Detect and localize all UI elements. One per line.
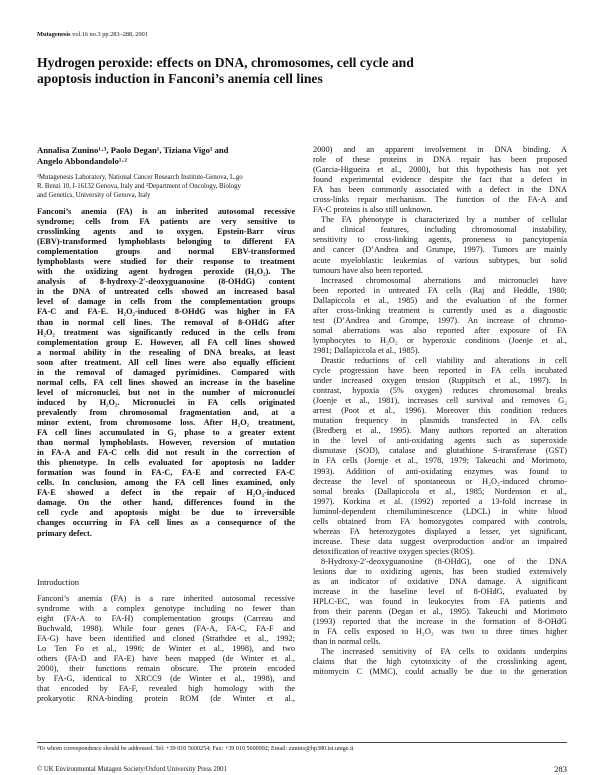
text-line: in FA cells exposed to H₂O₂ was two to three times higher <box>313 627 567 637</box>
text-line: normal cells, FA cell lines showed an increase in the baseline <box>37 377 295 387</box>
text-line: minor extent, from chromosome loss. After H₂O₂ treatment, <box>37 417 295 427</box>
text-line: cell cycle and apoptosis might be due to irreversible <box>37 508 295 518</box>
text-line: 2000), their functions remain obscure. The protein encoded <box>37 663 295 673</box>
text-line: lymphocytes to H₂O₂ or hyperoxic conditions (Joenje et al., <box>313 335 567 345</box>
text-line: HPLC-EC, was found in leukocytes from FA patients and <box>313 597 567 607</box>
text-line: somal breaks (Dallapiccola et al., 1985; Nordenson et al., <box>313 486 567 496</box>
text-line: in FA-A and FA-C cells did not result in the correction of <box>37 448 295 458</box>
body-paragraph <box>313 557 567 647</box>
text-line: sensitivity to cross-linking agents, proneness to pancytopenia <box>313 235 567 245</box>
journal-header <box>37 31 148 38</box>
text-line: damage. On the other hand, differences found in the <box>37 498 295 508</box>
text-line: in the DNA of untreated cells showed an increased basal <box>37 287 295 297</box>
text-line: level of damage in cells from the complementation groups <box>37 297 295 307</box>
text-line: decrease the level of spontaneous or H₂O₂-induced chromo- <box>313 476 567 486</box>
text-line: in the removal of damaged pyrimidines. Compared with <box>37 367 295 377</box>
text-line: FA-C proteins is also still unknown. <box>313 205 433 215</box>
text-line: The increased sensitivity of FA cells to oxidants underpins <box>321 647 567 657</box>
text-line: 1997). Korkina et al. (1992) reported a 13-fold increase in <box>313 496 567 506</box>
text-line: Lo Ten Fo et al., 1996; de Winter et al., 1998), and two <box>37 643 295 653</box>
text-line: whereas FA heterozygotes displayed a lesser, yet significant, <box>313 526 567 536</box>
text-line: cells. In conclusion, among the FA cell lines examined, only <box>37 478 295 488</box>
text-line: with the oxidizing agent hydrogen peroxide (H₂O₂). The <box>37 267 295 277</box>
title-line: Hydrogen peroxide: effects on DNA, chromosomes, cell cycle and <box>37 55 414 70</box>
text-line: from their parents (Degan et al., 1995). Takeuchi and Morimoto <box>313 607 567 617</box>
text-line: this phenotype. In cells evaluated for apoptosis no ladder <box>37 458 295 468</box>
text-line: cross-links repair mechanism. The function of the FA-A and <box>313 195 567 205</box>
text-line: crosslinking agents and to oxygen. Epstein-Barr virus <box>37 227 295 237</box>
text-line: somal aberrations was also reported after exposure of FA <box>313 325 567 335</box>
abstract <box>37 207 295 539</box>
affiliation-line: and Genetics, University of Genova, Italy <box>37 192 151 199</box>
authors-line: Annalisa Zunino¹·³, Paolo Degan¹, Tiziana Vigo¹ and <box>37 145 229 155</box>
text-line: after cross-linking treatment is currently used as a diagnostic <box>313 305 567 315</box>
affiliation-line: R. Benzi 10, I-16132 Genova, Italy and ²Department of Oncology, Biology <box>37 183 241 190</box>
text-line: acute myeloblastic leukemias of various subtypes, but solid <box>313 255 567 265</box>
text-line: induced by H₂O₂. Micronuclei in FA cells originated <box>37 397 295 407</box>
text-line: dismutase (SOD), catalase and glutathione S-transferase (GST) <box>313 446 567 456</box>
text-line: (EBV)-transformed lymphoblasts belonging to different FA <box>37 237 295 247</box>
text-line: role of these proteins in DNA repair has been proposed <box>313 155 567 165</box>
introduction-paragraph <box>37 594 295 705</box>
text-line: FA has been commonly associated with a defect in the DNA <box>313 185 567 195</box>
text-line: detoxification of reactive oxygen species (ROS). <box>313 546 475 556</box>
affiliations <box>37 173 295 200</box>
text-line: Dallapiccola et al., 1985) and the evaluation of the former <box>313 295 567 305</box>
text-line: syndrome; cells from FA patients are very sensitive to <box>37 217 295 227</box>
text-line: mitomycin C (MMC), could actually be due to the generation <box>313 667 567 677</box>
authors <box>37 145 295 167</box>
text-line: increase in the baseline level of 8-OHdG, evaluated by <box>313 587 567 597</box>
text-line: than normal lymphoblasts. However, reversion of mutation <box>37 438 295 448</box>
body-paragraph <box>313 145 567 215</box>
text-line: complementation groups and normal EBV-transformed <box>37 247 295 257</box>
text-line: cycle progression have been reported in FA cells incubated <box>313 366 567 376</box>
text-line: contrast, hypoxia (5% oxygen) reduces chromosomal breaks <box>313 386 567 396</box>
journal-reference: vol.16 no.3 pp.283–288, 2001 <box>70 31 148 38</box>
text-line: FA-E showed a defect in the repair of H₂O₂-induced <box>37 488 295 498</box>
text-line: in the level of anti-oxidating agents such as superoxide <box>313 436 567 446</box>
article-title <box>37 55 557 87</box>
text-line: under increased oxygen tension (Ruppitsch et al., 1997). In <box>313 376 567 386</box>
text-line: tumours have also been reported. <box>313 265 423 275</box>
text-line: lymphoblasts were studied for their response to treatment <box>37 257 295 267</box>
text-line: FA-G) have been identified and cloned (Strathdee et al., 1992; <box>37 633 295 643</box>
text-line: and clinical features, including chromosomal instability, <box>313 225 567 235</box>
text-line: analysis of 8-hydroxy-2′-deoxyguanosine (8-OHdG) content <box>37 277 295 287</box>
text-line: formation was found in FA-C, FA-E and corrected FA-C <box>37 468 295 478</box>
text-line: in FA cells (Joenje et al., 1978, 1979; Takeuchi and Morimoto, <box>313 456 567 466</box>
text-line: lesions due to oxidizing agents, has been studied extensively <box>313 566 567 576</box>
text-line: test (D’Andrea and Grompe, 1997). An increase of chromo- <box>313 315 567 325</box>
text-line: by FA-G, identical to XRCC9 (de Winter et al., 1998), and <box>37 673 295 683</box>
text-line: The FA phenotype is characterized by a number of cellular <box>321 215 567 225</box>
text-line: FA-C and FA-E. H₂O₂-induced 8-OHdG was higher in FA <box>37 307 295 317</box>
text-line: (Bredberg et al., 1995). Many authors reported an alteration <box>313 426 567 436</box>
text-line: 1993). Addition of anti-oxidating enzymes was found to <box>313 466 567 476</box>
text-line: complementation group E. However, all FA cell lines showed <box>37 337 295 347</box>
journal-name: Mutagenesis <box>37 31 71 38</box>
text-line: Drastic reductions of cell viability and alterations in cell <box>321 355 567 365</box>
text-line: a normal ability in the resealing of DNA breaks, at least <box>37 347 295 357</box>
text-line: found experimental evidence despite the fact that a defect in <box>313 175 567 185</box>
body-paragraph <box>313 356 567 557</box>
text-line: cells obtained from FA homozygotes compared with controls, <box>313 516 567 526</box>
text-line: than in normal cell lines. The removal of 8-OHdG after <box>37 317 295 327</box>
text-line: Fanconi’s anemia (FA) is an inherited autosomal recessive <box>37 207 295 216</box>
section-heading-introduction: Introduction <box>37 576 80 587</box>
authors-line: Angelo Abbondandolo¹·² <box>37 156 127 166</box>
text-line: H₂O₂ treatment was significantly reduced in the cells from <box>37 327 295 337</box>
text-line: prevalently from chromosomal fragmentation and, at a <box>37 407 295 417</box>
text-line: been reported in untreated FA cells (Raj and Heddle, 1980; <box>313 285 567 295</box>
text-line: primary defect. <box>37 528 92 538</box>
text-line: syndrome with a complex genotype including no fewer than <box>37 603 295 613</box>
body-paragraph <box>313 276 567 356</box>
left-column <box>37 145 295 704</box>
text-line: (Joenje et al., 1981), increases cell survival and removes G₂ <box>313 396 567 406</box>
text-line: Buchwald, 1998). While four genes (FA-A, FA-C, FA-F and <box>37 623 295 633</box>
text-line: 8-Hydroxy-2′-deoxyguanosine (8-OHdG), one of the DNA <box>321 556 567 566</box>
body-paragraph <box>313 215 567 275</box>
text-line: than in normal cells. <box>313 637 381 647</box>
text-line: increase. These data suggest overproduction and/or an impaired <box>313 536 567 546</box>
affiliation-line: ¹Mutagenesis Laboratory, National Cancer Research Institute-Genova, L.go <box>37 174 243 181</box>
text-line: arrest (Poot et al., 1996). Moreover this condition reduces <box>313 406 567 416</box>
text-line: luminol-dependent chemiluminescence (LDCL) in white blood <box>313 506 567 516</box>
text-line: Increased chromosomal aberrations and micronuclei have <box>321 275 567 285</box>
title-line: apoptosis induction in Fanconi’s anemia cell lines <box>37 71 323 86</box>
text-line: as an indicator of oxidative DNA damage. A significant <box>313 577 567 587</box>
text-line: (Garcia-Higueira et al., 2000), but this hypothesis has not yet <box>313 165 567 175</box>
page-number: 283 <box>554 764 567 774</box>
copyright-line: © UK Environmental Mutagen Society/Oxford University Press 2001 <box>37 766 227 773</box>
text-line: level of micronuclei, but not in the number of micronuclei <box>37 387 295 397</box>
text-line: others (FA-D and FA-E) have been mapped (de Winter et al., <box>37 653 295 663</box>
text-line: eight (FA-A to FA-H) complementation groups (Carreau and <box>37 613 295 623</box>
text-line: prokaryotic RNA-binding protein ROM (de Winter et al., <box>37 694 295 704</box>
right-column <box>313 145 567 677</box>
text-line: mutation frequency in plasmids transfected in FA cells <box>313 416 567 426</box>
text-line: claims that the high cytotoxicity of the crosslinking agent, <box>313 657 567 667</box>
correspondence-footnote: ³To whom correspondence should be addressed. Tel: +39 010 5600254; Fax: +39 010 5600992; Email: zunino@hp380.ist.unige.it <box>37 746 354 752</box>
text-line: soon after treatment. All cell lines were also equally efficient <box>37 357 295 367</box>
text-line: (1993) reported that the increase in the formation of 8-OHdG <box>313 617 567 627</box>
footnote-rule <box>37 742 567 743</box>
text-line: changes occurring in FA cell lines as a consequence of the <box>37 518 295 528</box>
text-line: 2000) and an apparent involvement in DNA binding. A <box>313 145 567 154</box>
text-line: that encoded by FA-F, revealed high homology with the <box>37 684 295 694</box>
text-line: FA cell lines accumulated in G₂ phase to a greater extent <box>37 428 295 438</box>
text-line: Fanconi’s anemia (FA) is a rare inherited autosomal recessive <box>37 593 295 603</box>
body-paragraph <box>313 647 567 677</box>
text-line: 1981; Dallapiccola et al., 1985). <box>313 345 420 355</box>
text-line: and cancer (D’Andrea and Grumpe, 1997). Tumors are mainly <box>313 245 567 255</box>
